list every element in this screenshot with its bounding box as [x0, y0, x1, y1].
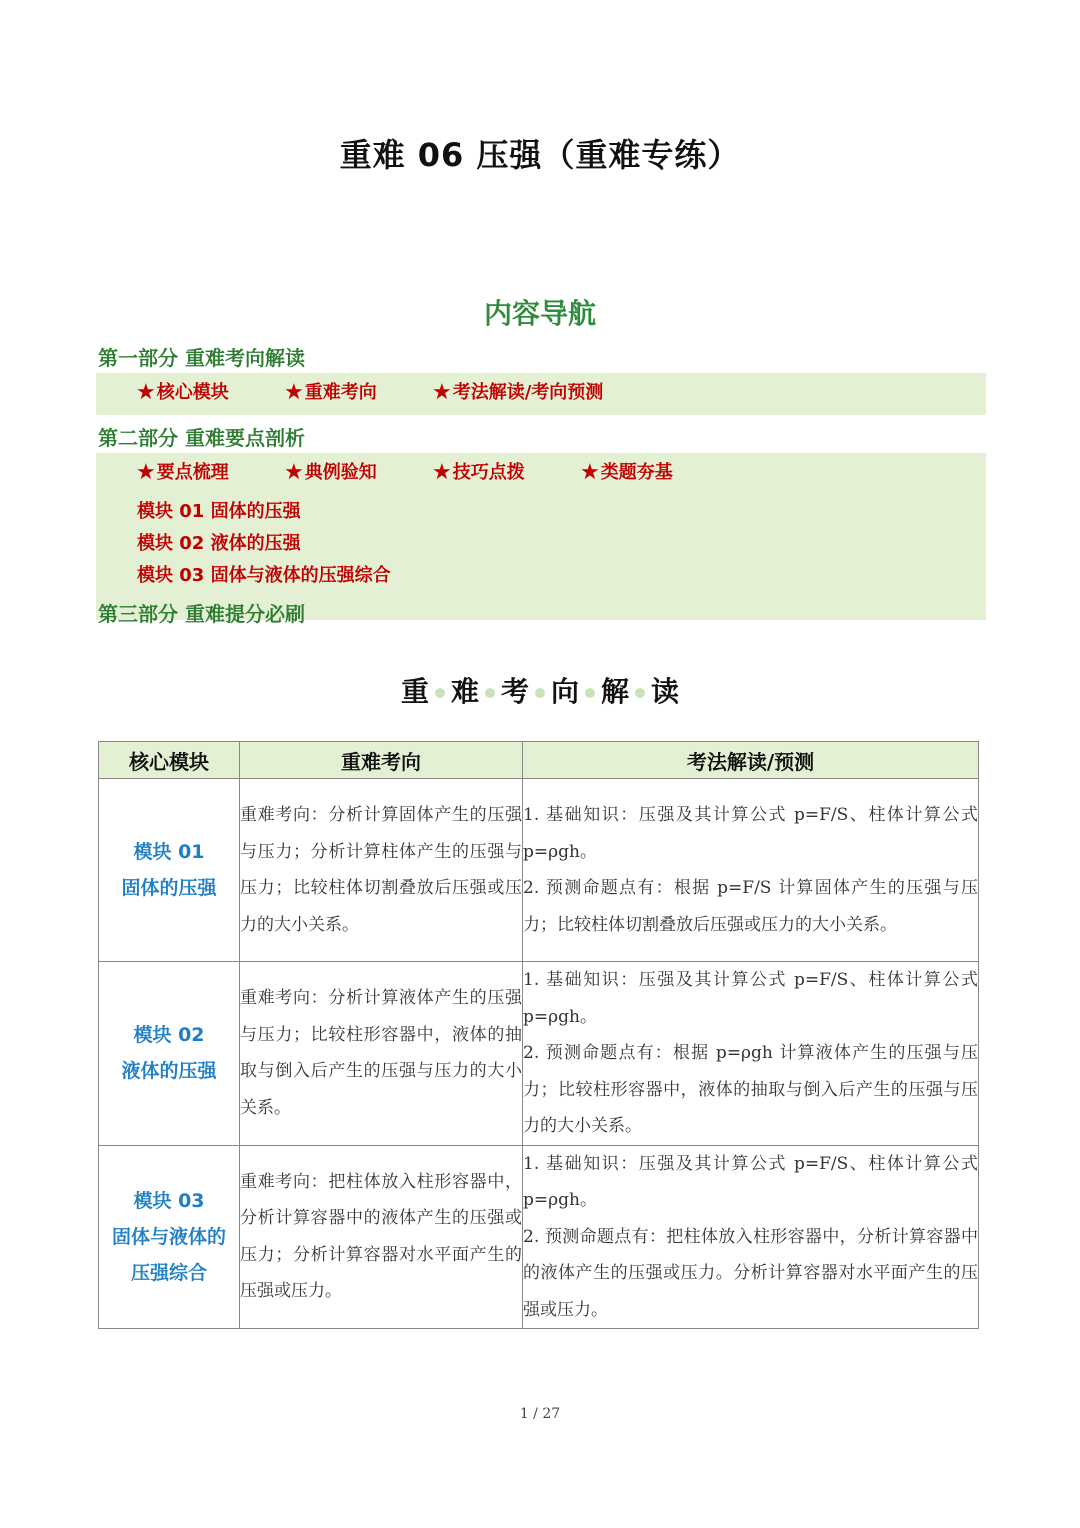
dot-separator — [435, 688, 445, 698]
nav-item-label: 技巧点拨 — [452, 462, 525, 483]
module-cell — [99, 779, 240, 962]
method-cell: 1. 基础知识：压强及其计算公式 p=F/S、柱体计算公式 p=ρgh。 2. 预测命题点有：根据 p=ρgh 计算液体产生的压强与压力；比较柱形容器中，液体的抽取与倒入后产生的压强与压力的大小关系。 — [523, 962, 979, 1146]
table-header-cell: 考法解读/预测 — [523, 742, 979, 779]
section-heading-char: 难 — [450, 675, 479, 708]
section-heading-char: 重 — [400, 675, 429, 708]
nav-item-typical-examples[interactable] — [284, 458, 377, 485]
nav-item-label: 类题夯基 — [600, 462, 673, 483]
star-icon: ★ — [284, 460, 304, 485]
module-number: 模块 02 — [133, 1024, 205, 1047]
nav-item-label: 典例验知 — [304, 462, 377, 483]
module-name: 液体的压强 — [121, 1060, 217, 1083]
nav-item-core-module[interactable] — [136, 378, 229, 405]
part1-label: 第一部分 重难考向解读 — [98, 346, 305, 370]
nav-item-tips[interactable] — [432, 458, 525, 485]
nav-item-label: 重难考向 — [304, 382, 377, 403]
star-icon: ★ — [136, 460, 156, 485]
nav-item-label: 要点梳理 — [156, 462, 229, 483]
module-table — [98, 741, 979, 1329]
nav-heading: 内容导航 — [483, 297, 596, 330]
section-heading-char: 向 — [551, 675, 580, 708]
star-icon: ★ — [284, 380, 304, 405]
direction-cell: 重难考向：把柱体放入柱形容器中，分析计算容器中的液体产生的压强或压力；分析计算容器对水平面产生的压强或压力。 — [240, 1145, 523, 1329]
module-name: 固体与液体的压强综合 — [111, 1225, 226, 1284]
page-number: 1 / 27 — [519, 1406, 561, 1422]
table-row — [99, 1145, 979, 1329]
direction-cell: 重难考向：分析计算固体产生的压强与压力；分析计算柱体产生的压强与压力；比较柱体切割叠放后压强或压力的大小关系。 — [240, 779, 523, 962]
module-number: 模块 03 — [133, 1189, 205, 1212]
method-cell: 1. 基础知识：压强及其计算公式 p=F/S、柱体计算公式 p=ρgh。 2. 预测命题点有：根据 p=F/S 计算固体产生的压强与压力；比较柱体切割叠放后压强或压力的大小关系。 — [523, 779, 979, 962]
nav-module-01-link[interactable]: 模块 01 固体的压强 — [137, 501, 301, 522]
nav-item-label: 考法解读/考向预测 — [452, 382, 604, 403]
module-name: 固体的压强 — [121, 877, 217, 899]
star-icon: ★ — [432, 460, 452, 485]
part3-label: 第三部分 重难提分必刷 — [98, 602, 305, 626]
table-header-cell: 重难考向 — [240, 742, 523, 779]
nav-item-key-direction[interactable] — [284, 378, 377, 405]
section-heading-char: 解 — [601, 675, 630, 708]
nav-item-key-points[interactable] — [136, 458, 229, 485]
dot-separator — [535, 688, 545, 698]
table-row — [99, 962, 979, 1146]
table-header-cell: 核心模块 — [99, 742, 240, 779]
module-cell — [99, 962, 240, 1146]
section-heading-char: 读 — [651, 675, 680, 708]
part1-band — [96, 373, 986, 415]
table-header-row — [99, 742, 979, 779]
nav-module-02-link[interactable]: 模块 02 液体的压强 — [137, 533, 301, 554]
method-cell: 1. 基础知识：压强及其计算公式 p=F/S、柱体计算公式 p=ρgh。 2. 预测命题点有：把柱体放入柱形容器中，分析计算容器中的液体产生的压强或压力。分析计算容器对水平面产生的压强或压力。 — [523, 1145, 979, 1329]
section-heading — [0, 670, 1080, 710]
nav-item-label: 核心模块 — [156, 382, 229, 403]
nav-item-method-forecast[interactable] — [432, 378, 603, 405]
dot-separator — [635, 688, 645, 698]
nav-module-03-link[interactable]: 模块 03 固体与液体的压强综合 — [137, 565, 391, 586]
document-title: 重难 06 压强（重难专练） — [339, 136, 741, 174]
module-number: 模块 01 — [133, 841, 205, 863]
table-row — [99, 779, 979, 962]
module-cell — [99, 1145, 240, 1329]
part2-label: 第二部分 重难要点剖析 — [98, 426, 305, 450]
nav-item-practice[interactable] — [580, 458, 673, 485]
star-icon: ★ — [136, 380, 156, 405]
star-icon: ★ — [580, 460, 600, 485]
dot-separator — [585, 688, 595, 698]
section-heading-char: 考 — [500, 675, 529, 708]
star-icon: ★ — [432, 380, 452, 405]
direction-cell: 重难考向：分析计算液体产生的压强与压力；比较柱形容器中，液体的抽取与倒入后产生的压强与压力的大小关系。 — [240, 962, 523, 1146]
dot-separator — [485, 688, 495, 698]
